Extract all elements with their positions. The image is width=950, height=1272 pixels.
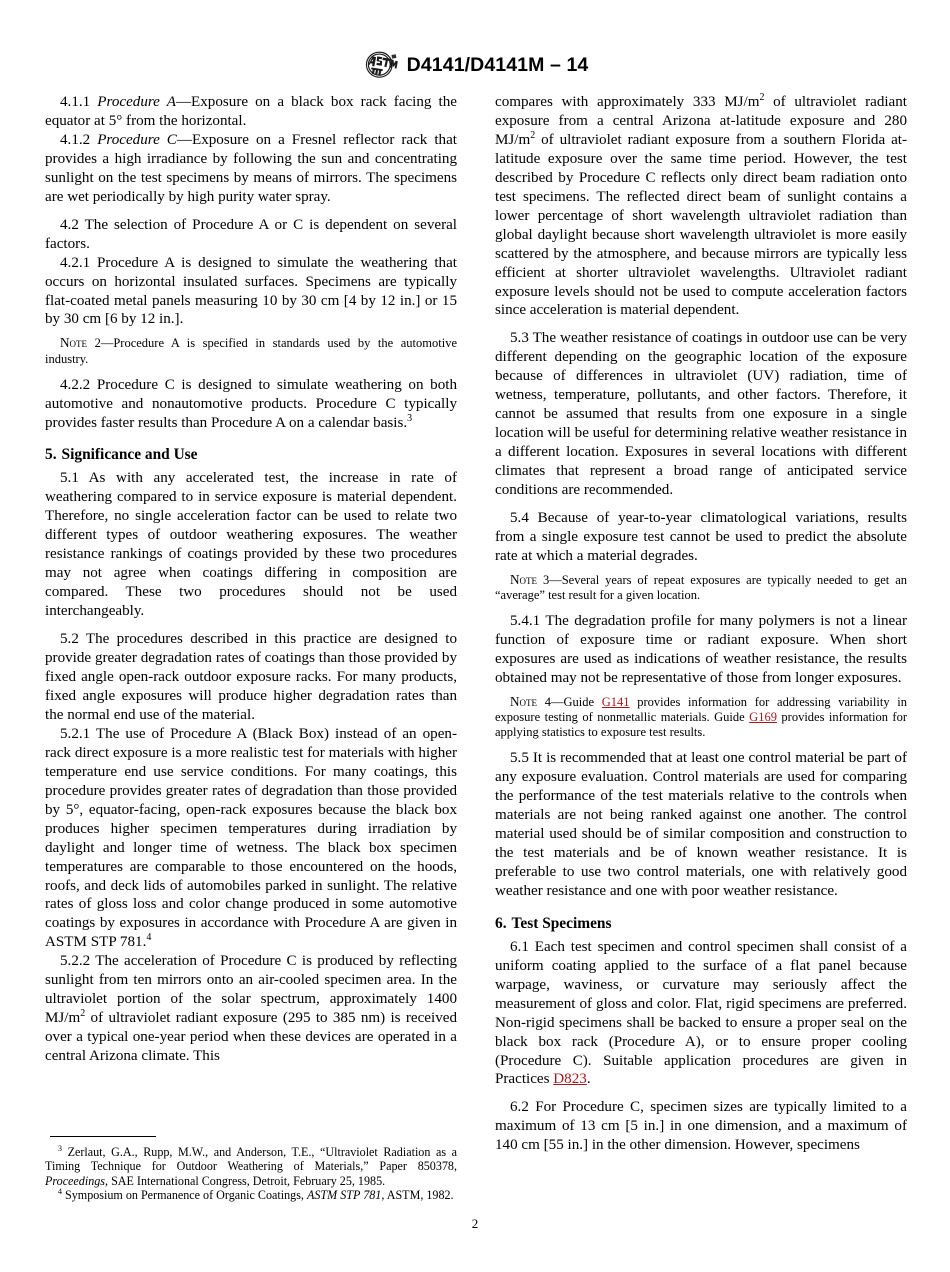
paragraph-5-3: 5.3 The weather resistance of coatings in outdoor use can be very different depending on the geographic location of the exposure because of differences in ultraviolet (UV) radiation, time of wetness, temperature, pollutants, and other factors. Therefore, it cannot be assumed that results from one exposure in a single location will be useful for determining relative weather resistance in a different location. Exposures in several locations with different climates that represent a broad range of anticipated service conditions are recommended. xyxy=(495,330,907,499)
paragraph-4-1-1: 4.1.1 Procedure A—Exposure on a black box rack facing the equator at 5° from the horizontal. xyxy=(45,94,457,129)
note-4-number: 4 xyxy=(544,694,551,709)
footnote-4-marker: 4 xyxy=(58,1187,62,1197)
note-4-text-a: —Guide xyxy=(551,694,602,709)
paragraph-5-5: 5.5 It is recommended that at least one control material be part of any exposure evaluation. Control materials are used for comparing the performance of the test materials relative to the controls when materials are not being ranked against one another. The control material used should be of similar composition and construction to the test materials and be of known weather resistance. It is preferable to use two control materials, one with relatively good weather resistance and one with poor weather resistance. xyxy=(495,750,907,899)
paragraph-4-1-2: 4.1.2 Procedure C—Exposure on a Fresnel reflector rack that provides a high irradiance by following the sun and concentrating sunlight on the test specimens by means of mirrors. The specimens are wet periodically by high purity water spray. xyxy=(45,131,457,205)
footnote-4-text-a: Symposium on Permanence of Organic Coatings, xyxy=(61,1188,307,1203)
paragraph-5-2-2-text-2: of ultraviolet radiant exposure (295 to 385 nm) is received over a typical one-year period when these devices are operated in a central Arizona climate. This xyxy=(45,1010,457,1065)
note-2 xyxy=(45,335,457,366)
two-column-body xyxy=(45,93,907,1203)
footnote-4-text-b: , ASTM, 1982. xyxy=(381,1188,454,1203)
link-d823[interactable]: D823 xyxy=(553,1071,587,1088)
section-6-title: Test Specimens xyxy=(511,914,612,932)
paragraph-5-2-1 xyxy=(45,725,457,952)
paragraph-5-2-2-text-1: 5.2.2 The acceleration of Procedure C is produced by reflecting sunlight from ten mirrors onto an air-cooled specimen area. In the ultraviolet portion of the solar spectrum, approximately 1400 MJ/m xyxy=(45,953,457,1027)
note-4-text-b: provides information for addressing variability in exposure testing of nonmetallic materials. Guide xyxy=(495,694,907,724)
link-g169[interactable]: G169 xyxy=(749,709,777,724)
note-3-label: Note xyxy=(510,571,538,587)
note-text: —Procedure A is specified in standards used by the automotive industry. xyxy=(45,336,457,366)
footnote-3 xyxy=(45,1145,457,1189)
page-header xyxy=(0,48,950,82)
paragraph-5-2-1-text: 5.2.1 The use of Procedure A (Black Box) instead of an open-rack direct exposure is a more realistic test for materials with higher temperature end use service conditions. For many coatings, this procedure provides greater rates of degradation than those provided by 5°, equator-facing, open-rack exposures because the black box produces higher specimen temperatures during irradiation by daylight and longer time of wetness. The black box specimen temperatures are comparable to those encountered on the hoods, roofs, and deck lids of automobiles parked in sunlight. The relative rates of gloss loss and color change produced in some automotive coatings by exposures in accordance with Procedure A are given in ASTM STP 781. xyxy=(45,725,457,951)
paragraph-5-4: 5.4 Because of year-to-year climatological variations, results from a single exposure test cannot be used to predict the absolute rate at which a material degrades. xyxy=(495,510,907,564)
footnote-3-text-b: , SAE International Congress, Detroit, February 25, 1985. xyxy=(105,1173,386,1188)
footnote-3-marker: 3 xyxy=(58,1143,62,1153)
paragraph-4-2-2-text: 4.2.2 Procedure C is designed to simulate weathering on both automotive and nonautomotive products. Procedure C typically provides faster results than Procedure A on a calendar basis. xyxy=(45,376,457,431)
continuation-text-2: of ultraviolet radiant exposure from a central Arizona at-latitude exposure and 280 MJ/m xyxy=(495,94,907,148)
continuation-text-1: compares with approximately 333 MJ/m xyxy=(495,94,760,110)
footnote-3-italic: Proceedings xyxy=(45,1173,106,1188)
paragraph-5-1: 5.1 As with any accelerated test, the increase in rate of weathering compared to in service exposure is material dependent. Therefore, no single acceleration factor can be used to relate two different types of outdoor weathering exposures. The weather resistance rankings of coatings provided by these two procedures may not agree when coatings differing in composition are compared. These two procedures should not be used interchangeably. xyxy=(45,470,457,620)
left-column xyxy=(45,93,457,1203)
paragraph-6-2: 6.2 For Procedure C, specimen sizes are typically limited to a maximum of 13 cm [5 in.] in one dimension, and a maximum of 140 cm [55 in.] in the other dimension. However, specimens xyxy=(495,1099,907,1154)
footnote-block xyxy=(45,1136,457,1203)
continuation-text-3: of ultraviolet radiant exposure from a southern Florida at-latitude exposure over the same time period. However, the test described by Procedure C reflects only direct beam radiation onto test specimens. The reflected direct beam of sunlight contains a lower percentage of short wavelength ultraviolet radiation than global daylight because short wavelength ultraviolet is more easily scattered by the atmosphere, and because mirrors are typically less efficient at shorter ultraviolet wavelengths. Ultraviolet radiant exposure levels should not be used to compute acceleration factors since acceleration is material dependent. xyxy=(495,131,907,319)
paragraph-6-1 xyxy=(495,938,907,1090)
note-3 xyxy=(495,572,907,603)
paragraph-4-2-1: 4.2.1 Procedure A is designed to simulate the weathering that occurs on horizontal insulated surfaces. Specimens are typically flat-coated metal panels measuring 10 by 30 cm [4 by 12 in.] or 15 by 30 cm [6 by 12 in.]. xyxy=(45,254,457,328)
italic-term-procedure-a: Procedure A xyxy=(97,94,176,110)
note-label: Note xyxy=(60,335,88,351)
paragraph-continuation xyxy=(495,93,907,320)
note-number: 2 xyxy=(94,336,101,351)
paragraph-4-2-2 xyxy=(45,376,457,433)
superscript-squared-1: 2 xyxy=(759,91,765,103)
section-5-title: Significance and Use xyxy=(61,446,198,464)
note-3-number: 3 xyxy=(542,572,550,587)
astm-logo-icon xyxy=(362,50,398,80)
link-g141[interactable]: G141 xyxy=(601,694,630,709)
section-6-number: 6. xyxy=(495,914,507,932)
footnote-3-text-a: Zerlaut, G.A., Rupp, M.W., and Anderson, T.E., “Ultraviolet Radiation as a Timing Technique for Outdoor Weathering of Materials,” Paper 850378, xyxy=(45,1144,457,1174)
footnote-separator-rule xyxy=(50,1136,156,1137)
paragraph-5-2-2 xyxy=(45,952,457,1066)
note-3-text: —Several years of repeat exposures are typically needed to get an “average” test result for a given location. xyxy=(495,572,908,602)
footnote-ref-4: 4 xyxy=(146,932,152,944)
footnote-ref-3: 3 xyxy=(407,412,413,424)
italic-term-procedure-c: Procedure C xyxy=(97,131,177,148)
page-number: 2 xyxy=(471,1216,479,1231)
note-4-label: Note xyxy=(510,693,538,709)
footnote-4 xyxy=(45,1188,457,1203)
superscript-squared: 2 xyxy=(80,1008,86,1020)
superscript-squared-2: 2 xyxy=(530,129,536,141)
section-5-number: 5. xyxy=(45,446,57,464)
footnote-4-italic: ASTM STP 781 xyxy=(306,1188,382,1203)
section-heading-6 xyxy=(495,914,907,933)
section-heading-5 xyxy=(45,445,457,464)
document-designation: D4141/D4141M – 14 xyxy=(406,53,589,76)
paragraph-6-1-text-a: 6.1 Each test specimen and control specimen shall consist of a uniform coating applied to the surface of a flat panel because warpage, waviness, or curvature may seriously affect the measurement of gloss and color. Flat, rigid specimens are preferred. Non-rigid specimens shall be backed to ensure a proper seal on the black box rack (Procedure A), or to ensure proper cooling (Procedure C). Suitable application procedures are given in Practices xyxy=(495,938,907,1088)
paragraph-5-4-1: 5.4.1 The degradation profile for many polymers is not a linear function of exposure time or radiant exposure. When short exposures are used as indications of weather resistance, the results obtained may not be representative of those from longer exposures. xyxy=(495,613,907,686)
note-4 xyxy=(495,694,907,740)
paragraph-5-2: 5.2 The procedures described in this practice are designed to provide greater degradation rates of coatings than those provided by fixed angle open-rack outdoor exposure racks. For many products, fixed angle exposures will produce higher degradation rates than the normal end use of the material. xyxy=(45,631,457,723)
note-4-text-c: provides information for applying statistics to exposure test results. xyxy=(495,709,907,740)
paragraph-6-1-text-b: . xyxy=(586,1071,591,1088)
paragraph-4-2: 4.2 The selection of Procedure A or C is dependent on several factors. xyxy=(45,216,457,252)
right-column xyxy=(495,93,907,1203)
